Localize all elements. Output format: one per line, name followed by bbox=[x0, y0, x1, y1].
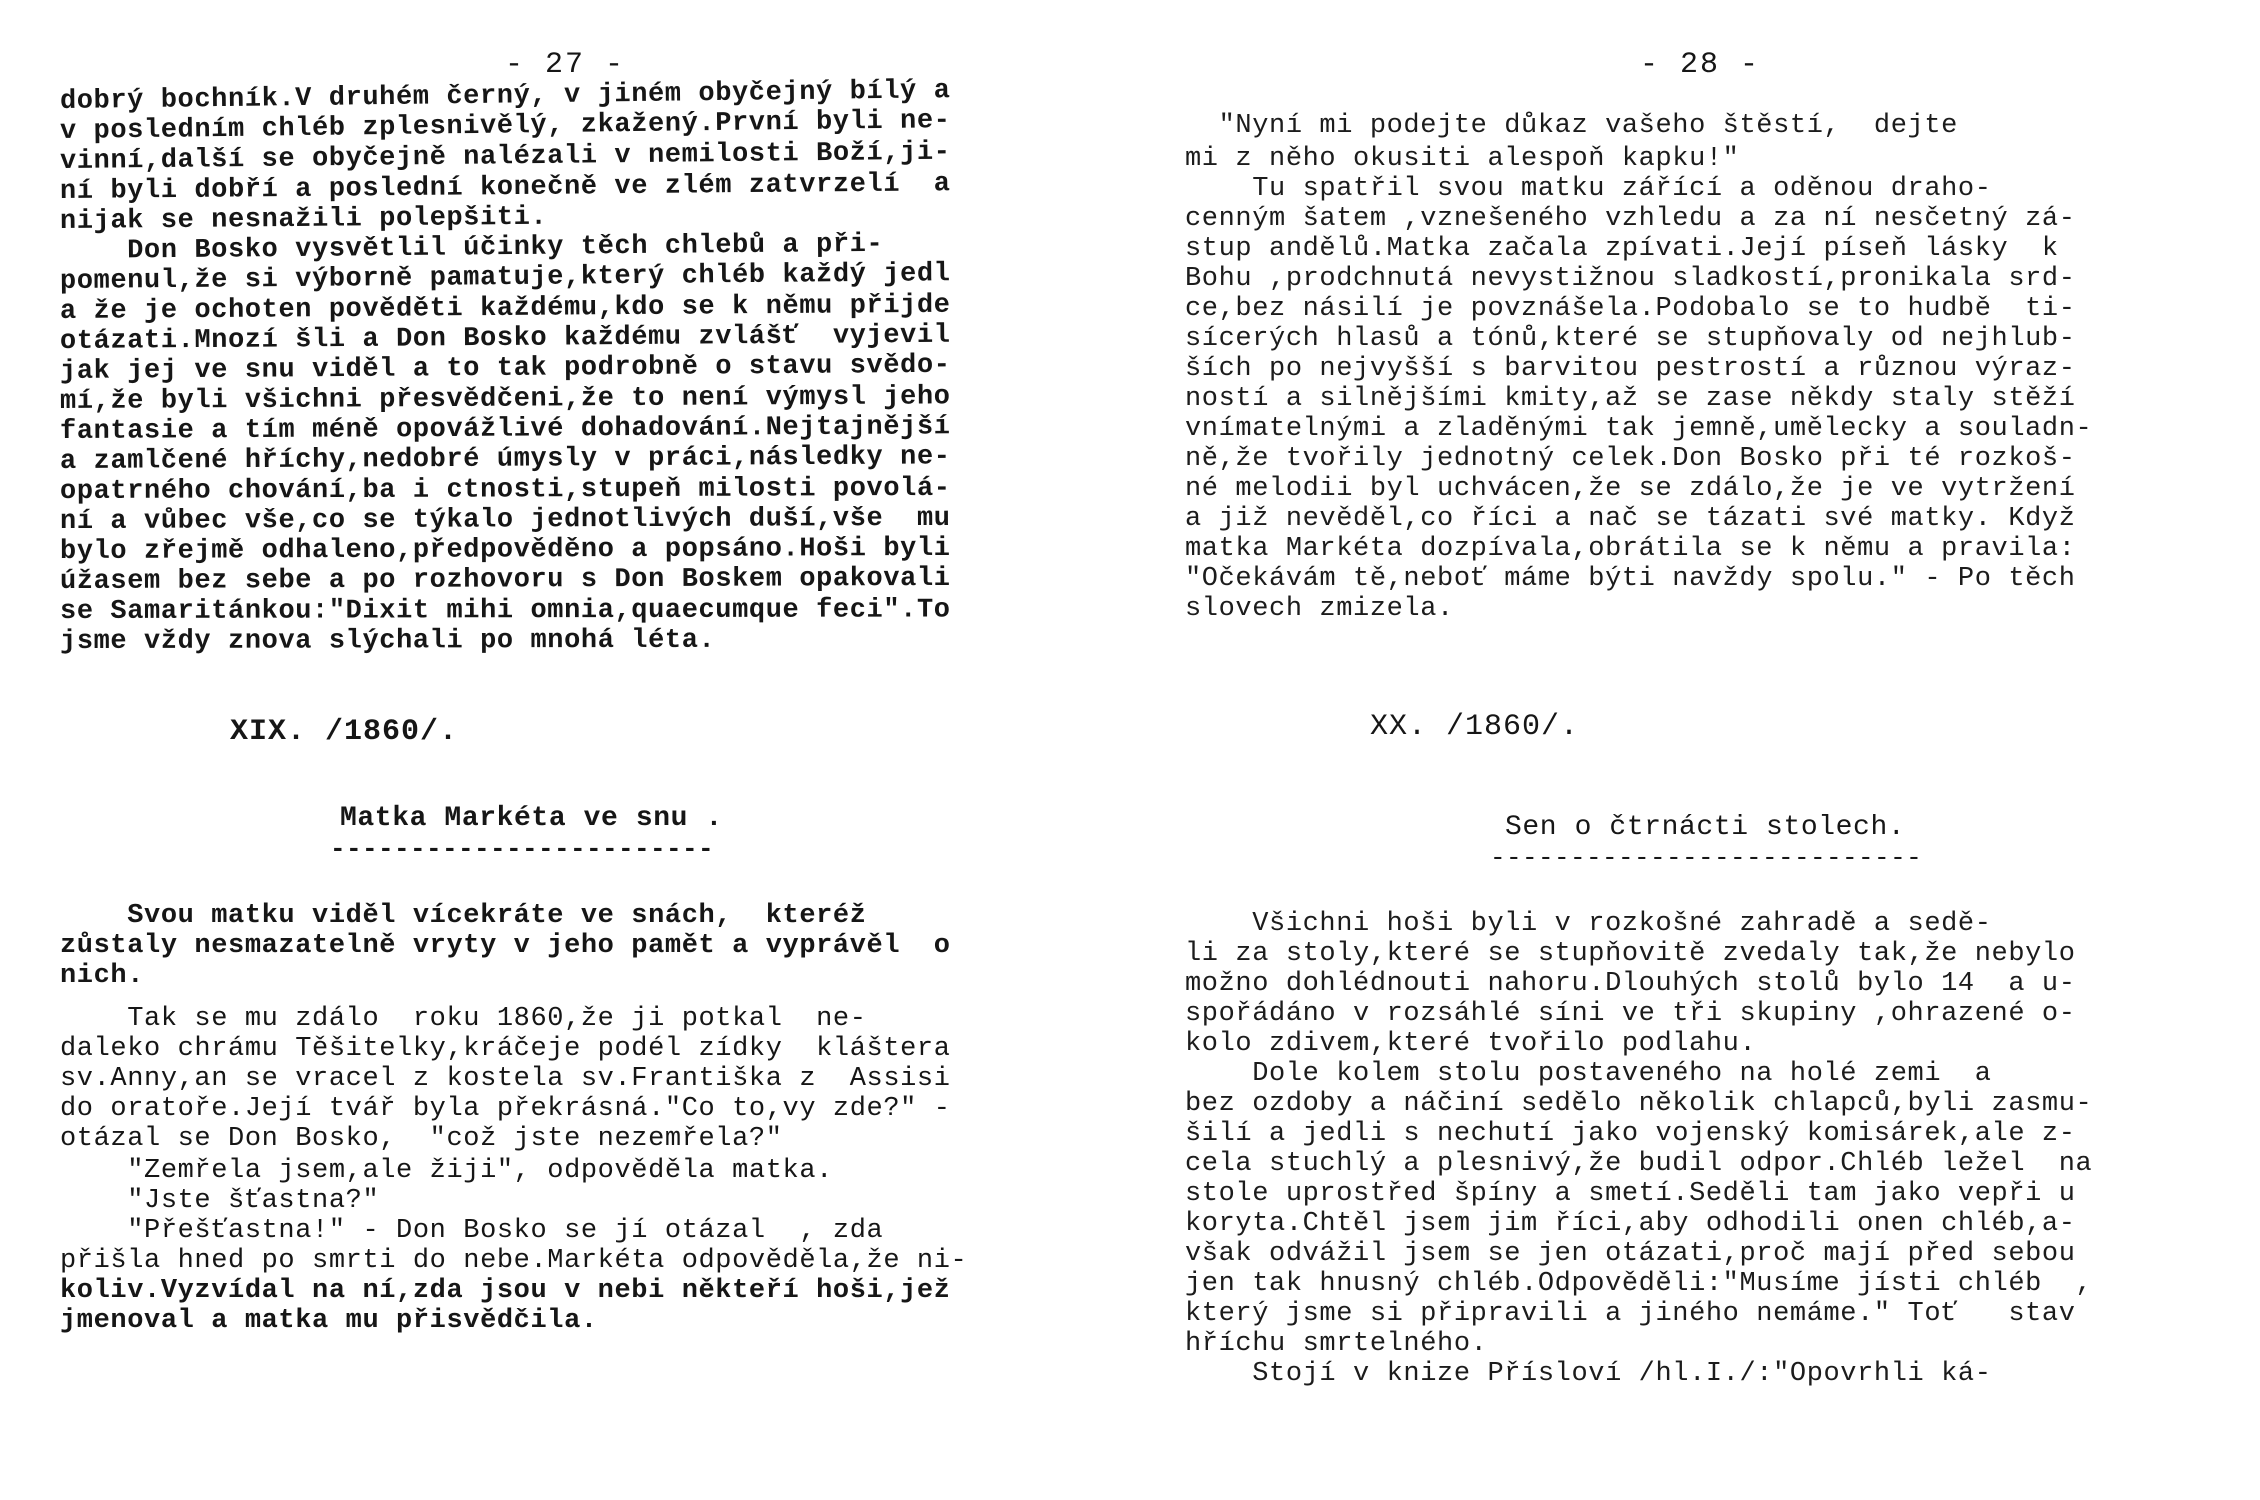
text-line: nich. bbox=[60, 961, 145, 991]
text-line: otázati.Mnozí šli a Don Bosko každému zvlášť vyjevil bbox=[59, 320, 951, 357]
text-line: Tu spatřil svou matku zářící a oděnou draho- bbox=[1185, 174, 1992, 204]
text-line: hříchu smrtelného. bbox=[1185, 1329, 1488, 1359]
text-line: mi z něho okusiti alespoň kapku!" bbox=[1185, 144, 1740, 174]
text-line: "Zemřela jsem,ale žiji", odpověděla matka. bbox=[60, 1156, 833, 1186]
text-line: úžasem bez sebe a po rozhovoru s Don Boskem opakovali bbox=[59, 563, 951, 597]
text-line: ní a vůbec vše,co se týkalo jednotlivých duší,vše mu bbox=[59, 503, 951, 537]
text-line: dobrý bochník.V druhém černý, v jiném obyčejný bílý a bbox=[59, 76, 951, 117]
text-line: Stojí v knize Přísloví /hl.I./:"Opovrhli ká- bbox=[1185, 1359, 1992, 1389]
text-line: Tak se mu zdálo roku 1860,že ji potkal ne- bbox=[60, 1004, 867, 1034]
text-line: jak jej ve snu viděl a to tak podrobně o stavu svědo- bbox=[59, 350, 951, 387]
text-line: vinní,další se obyčejně nalézali v nemilosti Boží,ji- bbox=[59, 137, 951, 177]
text-line: stole uprostřed špíny a smetí.Seděli tam jako vepři u bbox=[1185, 1179, 2076, 1209]
text-line: opatrného chování,ba i ctnosti,stupeň milosti povolá- bbox=[59, 473, 951, 507]
text-line: sícerých hlasů a tónů,které se stupňovaly od nejhlub- bbox=[1185, 324, 2076, 354]
text-line: jen tak hnusný chléb.Odpověděli:"Musíme jísti chléb , bbox=[1185, 1269, 2093, 1299]
text-line: "Jste šťastna?" bbox=[60, 1186, 380, 1216]
text-line: však odvážil jsem se jen otázati,proč mají před sebou bbox=[1185, 1239, 2076, 1269]
text-line: jsme vždy znova slýchali po mnohá léta. bbox=[59, 625, 716, 657]
text-line: ce,bez násilí je povznášela.Podobalo se to hudbě ti- bbox=[1185, 294, 2076, 324]
text-line: "Přešťastna!" - Don Bosko se jí otázal , zda bbox=[60, 1216, 884, 1246]
text-line: stup andělů.Matka začala zpívati.Její píseň lásky k bbox=[1185, 234, 2059, 264]
text-line: šilí a jedli s nechutí jako vojenský komisárek,ale z- bbox=[1185, 1119, 2076, 1149]
text-line: cela stuchlý a plesnivý,že budil odpor.Chléb ležel na bbox=[1185, 1149, 2093, 1179]
text-line: přišla hned po smrti do nebe.Markéta odpověděla,že ni- bbox=[60, 1246, 968, 1276]
chapter-title: Matka Markéta ve snu . bbox=[340, 803, 723, 834]
text-line: ších po nejvyšší s barvitou pestrostí a různou výraz- bbox=[1185, 354, 2076, 384]
text-line: a že je ochoten pověděti každému,kdo se k němu přijde bbox=[59, 290, 951, 327]
text-line: matka Markéta dozpívala,obrátila se k němu a pravila: bbox=[1185, 534, 2076, 564]
text-line: se Samaritánkou:"Dixit mihi omnia,quaecumque feci".To bbox=[59, 595, 951, 627]
text-line: jmenoval a matka mu přisvědčila. bbox=[60, 1306, 598, 1336]
text-line: kolo zdivem,které tvořilo podlahu. bbox=[1185, 1029, 1757, 1059]
text-line: Don Bosko vysvětlil účinky těch chlebů a při- bbox=[59, 229, 884, 267]
text-line: ní byli dobří a poslední konečně ve zlém zatvrzelí a bbox=[59, 169, 951, 207]
text-line: slovech zmizela. bbox=[1185, 594, 1454, 624]
text-line: pomenul,že si výborně pamatuje,který chléb každý jedl bbox=[59, 259, 951, 297]
chapter-number: XIX. /1860/. bbox=[230, 715, 459, 749]
text-line: vnímatelnými a zladěnými tak jemně,umělecky a souladn- bbox=[1185, 414, 2093, 444]
text-line: daleko chrámu Těšitelky,kráčeje podél zídky kláštera bbox=[60, 1034, 951, 1064]
text-line: Dole kolem stolu postaveného na holé zemi a bbox=[1185, 1059, 1992, 1089]
text-line: spořádáno v rozsáhlé síni ve tři skupiny ,ohrazené o- bbox=[1185, 999, 2076, 1029]
title-underline: ------------------------ bbox=[330, 834, 715, 864]
text-line: koliv.Vyzvídal na ní,zda jsou v nebi někteří hoši,jež bbox=[60, 1276, 951, 1306]
text-line: bez ozdoby a náčiní sedělo několik chlapců,byli zasmu- bbox=[1185, 1089, 2093, 1119]
text-line: bylo zřejmě odhaleno,předpověděno a popsáno.Hoši byli bbox=[59, 533, 951, 567]
text-line: možno dohlédnouti nahoru.Dlouhých stolů bylo 14 a u- bbox=[1185, 969, 2076, 999]
chapter-number: XX. /1860/. bbox=[1370, 710, 1580, 744]
text-line: Bohu ,prodchnutá nevystižnou sladkostí,pronikala srd- bbox=[1185, 264, 2076, 294]
text-line: sv.Anny,an se vracel z kostela sv.Františka z Assisi bbox=[60, 1064, 951, 1094]
text-line: "Nyní mi podejte důkaz vašeho štěstí, dejte bbox=[1185, 111, 1958, 141]
chapter-title: Sen o čtrnácti stolech. bbox=[1505, 812, 1906, 843]
text-line: do oratoře.Její tvář byla překrásná."Co to,vy zde?" - bbox=[60, 1094, 951, 1124]
text-line: "Očekávám tě,neboť máme býti navždy spolu." - Po těch bbox=[1185, 564, 2076, 594]
text-line: který jsme si připravili a jiného nemáme." Toť stav bbox=[1185, 1299, 2076, 1329]
text-line: ností a silnějšími kmity,až se zase někdy staly stěží bbox=[1185, 384, 2076, 414]
text-line: né melodii byl uchvácen,že se zdálo,že je ve vytržení bbox=[1185, 474, 2076, 504]
text-line: koryta.Chtěl jsem jim říci,aby odhodili onen chléb,a- bbox=[1185, 1209, 2076, 1239]
text-line: Svou matku viděl vícekráte ve snách, kteréž bbox=[60, 901, 867, 931]
left-page bbox=[60, 0, 1080, 1500]
text-line: mí,že byli všichni přesvědčeni,že to není výmysl jeho bbox=[59, 382, 951, 417]
text-line: Všichni hoši byli v rozkošné zahradě a sedě- bbox=[1185, 909, 1992, 939]
text-line: nijak se nesnažili polepšiti. bbox=[59, 202, 548, 237]
text-line: ně,že tvořily jednotný celek.Don Bosko při té rozkoš- bbox=[1185, 444, 2076, 474]
title-underline: --------------------------- bbox=[1490, 843, 1923, 873]
text-line: li za stoly,které se stupňovitě zvedaly tak,že nebylo bbox=[1185, 939, 2076, 969]
right-page bbox=[1185, 0, 2245, 1500]
page-number: - 28 - bbox=[1640, 48, 1761, 82]
page-number: - 27 - bbox=[505, 48, 626, 82]
text-line: otázal se Don Bosko, "což jste nezemřela?" bbox=[60, 1124, 783, 1154]
text-line: cenným šatem ,vznešeného vzhledu a za ní nesčetný zá- bbox=[1185, 204, 2076, 234]
text-line: fantasie a tím méně opovážlivé dohadování.Nejtajnější bbox=[59, 412, 951, 447]
text-line: a zamlčené hříchy,nedobré úmysly v práci,následky ne- bbox=[59, 442, 951, 477]
text-line: a již nevěděl,co říci a nač se tázati své matky. Když bbox=[1185, 504, 2076, 534]
text-line: v posledním chléb zplesnivělý, zkažený.První byli ne- bbox=[59, 106, 951, 147]
text-line: zůstaly nesmazatelně vryty v jeho pamět a vyprávěl o bbox=[60, 931, 951, 961]
